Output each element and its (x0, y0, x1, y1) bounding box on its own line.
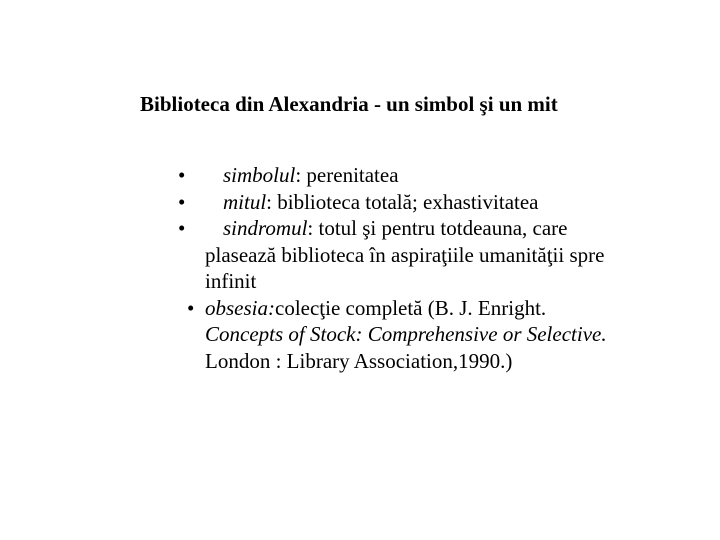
citation-publisher: London : Library Association,1990.) (205, 348, 513, 373)
item-text: : biblioteca totală; exhastivitatea (266, 189, 539, 214)
item-continuation: infinit (205, 269, 257, 293)
bullet-item (178, 189, 678, 216)
term-sindromul: sindromul (223, 216, 308, 240)
bullet-dot: • (178, 163, 186, 187)
bullet-item (178, 162, 678, 189)
citation-title: Concepts of Stock: Comprehensive or Selective. (205, 322, 607, 346)
term-obsesia: obsesia: (205, 295, 275, 320)
bullet-item (178, 215, 678, 295)
term-mitul: mitul (223, 189, 267, 214)
item-text: : perenitatea (295, 163, 399, 187)
bullet-dot: • (178, 216, 186, 240)
bullet-dot: • (178, 189, 186, 214)
slide-title: Biblioteca din Alexandria - un simbol şi un mit (140, 92, 558, 116)
item-text: colecţie completă (B. J. Enright. (275, 295, 547, 320)
term-simbolul: simbolul (223, 163, 296, 187)
bullet-dot: • (187, 295, 195, 320)
item-text: : totul şi pentru totdeauna, care (307, 216, 568, 240)
item-continuation: plasează biblioteca în aspiraţiile umanităţii spre (205, 242, 605, 267)
bullet-list (178, 162, 678, 374)
bullet-item (178, 295, 678, 375)
